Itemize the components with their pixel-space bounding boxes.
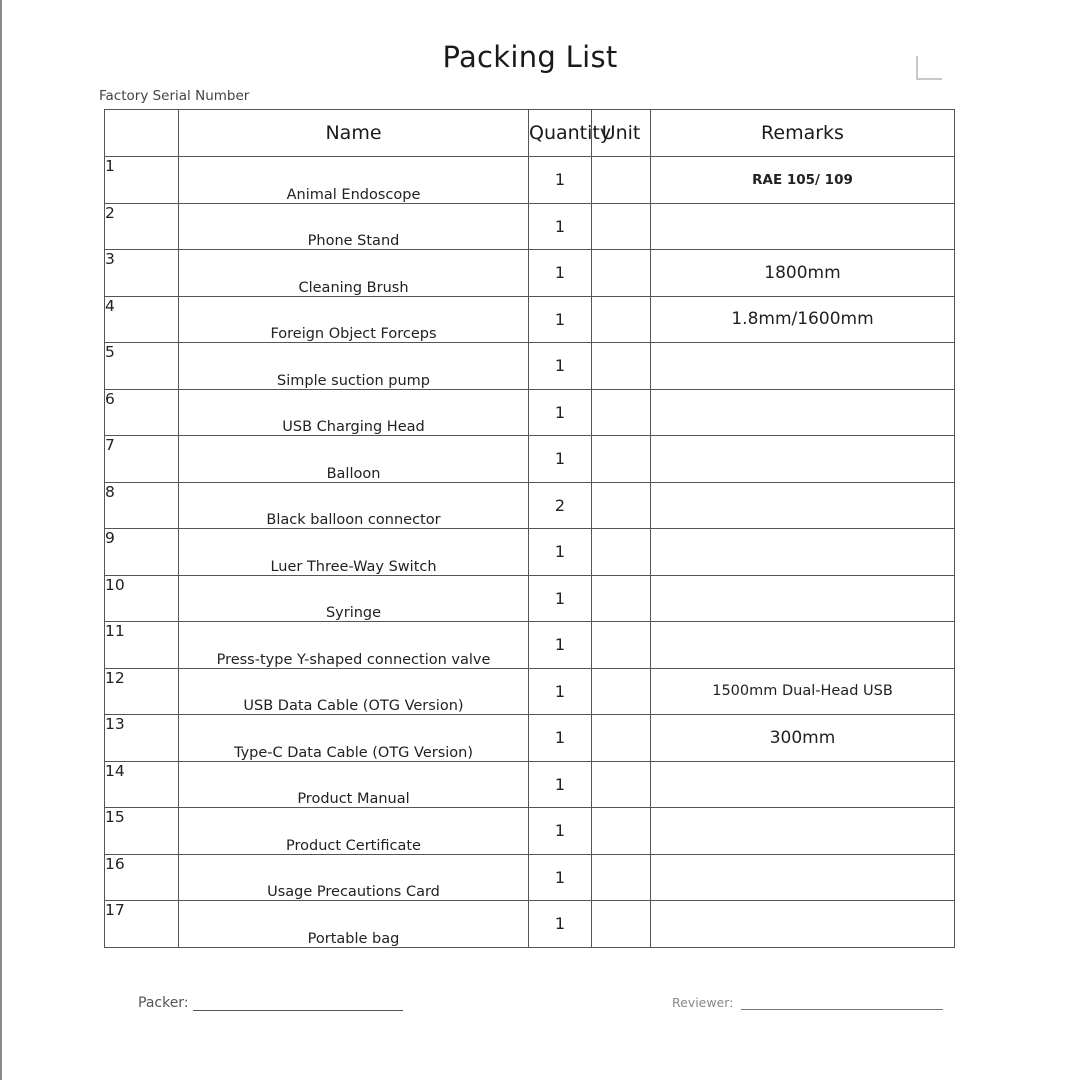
item-unit (592, 668, 651, 715)
item-name: USB Charging Head (179, 389, 529, 436)
item-quantity: 1 (529, 529, 592, 576)
row-number: 9 (105, 529, 179, 576)
item-remarks: 1800mm (651, 250, 955, 297)
header-unit: Unit (592, 110, 651, 157)
table-row (105, 668, 955, 715)
packer-signature (138, 995, 403, 1011)
item-unit (592, 715, 651, 762)
item-name: Type-C Data Cable (OTG Version) (179, 715, 529, 762)
item-name: Balloon (179, 436, 529, 483)
table-row (105, 296, 955, 343)
table-row (105, 575, 955, 622)
corner-mark (916, 56, 942, 80)
item-unit (592, 901, 651, 948)
row-number: 12 (105, 668, 179, 715)
table-row (105, 529, 955, 576)
item-unit (592, 250, 651, 297)
item-unit (592, 157, 651, 204)
table-row (105, 436, 955, 483)
item-remarks (651, 622, 955, 669)
item-name: Foreign Object Forceps (179, 296, 529, 343)
item-quantity: 1 (529, 854, 592, 901)
table-row (105, 761, 955, 808)
table-row (105, 622, 955, 669)
item-unit (592, 575, 651, 622)
item-name: Product Certificate (179, 808, 529, 855)
item-name: Luer Three-Way Switch (179, 529, 529, 576)
item-quantity: 1 (529, 715, 592, 762)
item-remarks (651, 854, 955, 901)
row-number: 3 (105, 250, 179, 297)
item-name: Press-type Y-shaped connection valve (179, 622, 529, 669)
row-number: 4 (105, 296, 179, 343)
item-name: Phone Stand (179, 203, 529, 250)
item-name: Cleaning Brush (179, 250, 529, 297)
table-row (105, 389, 955, 436)
item-quantity: 1 (529, 250, 592, 297)
item-remarks: 1.8mm/1600mm (651, 296, 955, 343)
table-row (105, 157, 955, 204)
table-row (105, 901, 955, 948)
item-remarks (651, 482, 955, 529)
item-remarks (651, 575, 955, 622)
factory-serial-label: Factory Serial Number (99, 88, 250, 104)
row-number: 16 (105, 854, 179, 901)
row-number: 7 (105, 436, 179, 483)
item-quantity: 1 (529, 436, 592, 483)
row-number: 14 (105, 761, 179, 808)
item-unit (592, 436, 651, 483)
item-name: Portable bag (179, 901, 529, 948)
row-number: 2 (105, 203, 179, 250)
table-row (105, 715, 955, 762)
table-row (105, 203, 955, 250)
item-unit (592, 808, 651, 855)
item-unit (592, 482, 651, 529)
item-unit (592, 622, 651, 669)
header-quantity: Quantity (529, 110, 592, 157)
row-number: 6 (105, 389, 179, 436)
item-remarks (651, 808, 955, 855)
item-remarks (651, 901, 955, 948)
item-unit (592, 343, 651, 390)
item-quantity: 1 (529, 808, 592, 855)
row-number: 10 (105, 575, 179, 622)
item-quantity: 1 (529, 901, 592, 948)
row-number: 1 (105, 157, 179, 204)
item-quantity: 2 (529, 482, 592, 529)
table-header-row (105, 110, 955, 157)
reviewer-signature-line[interactable] (741, 995, 943, 1010)
item-quantity: 1 (529, 296, 592, 343)
item-remarks (651, 761, 955, 808)
packer-label: Packer: (138, 995, 189, 1011)
item-unit (592, 203, 651, 250)
item-unit (592, 296, 651, 343)
item-name: Usage Precautions Card (179, 854, 529, 901)
item-quantity: 1 (529, 157, 592, 204)
page-title: Packing List (442, 40, 618, 74)
item-remarks: 1500mm Dual-Head USB (651, 668, 955, 715)
item-quantity: 1 (529, 343, 592, 390)
item-name: Simple suction pump (179, 343, 529, 390)
header-name: Name (179, 110, 529, 157)
item-quantity: 1 (529, 622, 592, 669)
table-row (105, 482, 955, 529)
item-remarks (651, 343, 955, 390)
header-remarks: Remarks (651, 110, 955, 157)
table-row (105, 808, 955, 855)
reviewer-label: Reviewer: (672, 995, 734, 1010)
item-remarks: RAE 105/ 109 (651, 157, 955, 204)
page-left-edge (0, 0, 2, 1080)
item-name: Syringe (179, 575, 529, 622)
item-remarks (651, 529, 955, 576)
item-name: Black balloon connector (179, 482, 529, 529)
row-number: 5 (105, 343, 179, 390)
item-unit (592, 761, 651, 808)
item-name: USB Data Cable (OTG Version) (179, 668, 529, 715)
item-quantity: 1 (529, 575, 592, 622)
row-number: 13 (105, 715, 179, 762)
packer-signature-line[interactable] (193, 996, 403, 1011)
row-number: 15 (105, 808, 179, 855)
item-unit (592, 854, 651, 901)
item-quantity: 1 (529, 668, 592, 715)
item-quantity: 1 (529, 389, 592, 436)
row-number: 8 (105, 482, 179, 529)
item-unit (592, 529, 651, 576)
item-unit (592, 389, 651, 436)
table-body (105, 157, 955, 948)
table-row (105, 343, 955, 390)
table-row (105, 854, 955, 901)
item-name: Product Manual (179, 761, 529, 808)
row-number: 11 (105, 622, 179, 669)
table-row (105, 250, 955, 297)
item-remarks (651, 203, 955, 250)
item-remarks: 300mm (651, 715, 955, 762)
item-name: Animal Endoscope (179, 157, 529, 204)
header-number (105, 110, 179, 157)
reviewer-signature (672, 995, 943, 1010)
row-number: 17 (105, 901, 179, 948)
item-quantity: 1 (529, 761, 592, 808)
packing-list-table (104, 109, 955, 948)
item-remarks (651, 436, 955, 483)
item-remarks (651, 389, 955, 436)
item-quantity: 1 (529, 203, 592, 250)
